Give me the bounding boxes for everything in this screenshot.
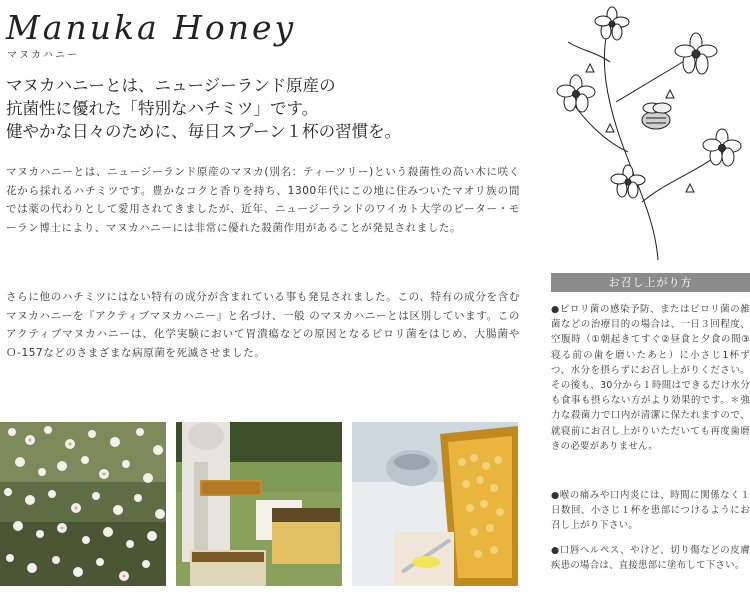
- lead-line: 抗菌性に優れた「特別なハチミツ」です。: [6, 99, 319, 118]
- beekeeper-photo: [176, 422, 342, 586]
- lead-line: マヌカハニーとは、ニュージーランド原産の: [6, 76, 336, 95]
- manuka-flower-illustration: [546, 2, 750, 264]
- how-to-take-header: お召し上がり方: [551, 273, 750, 292]
- body-paragraph-1: マヌカハニーとは、ニュージーランド原産のマヌカ(別名：ティーツリー)という殺菌性の高い木に咲く花から採れるハチミツです。豊かなコクと香りを持ち、1300年代にこの地に住みついたマオリ族の間では薬の代わりとして愛用されてきましたが、近年、ニュージーランドのワイカト大学のピーター・モーラン博士により、マヌカハニーには非常に優れた殺菌作用があることが発見されました。: [6, 166, 520, 234]
- usage-item: ●喉の痛みや口内炎には、時間に関係なく１日数回、小さじ１杯を患部につけるようにお召し上がり下さい。: [551, 490, 750, 532]
- usage-item: ●ピロリ菌の感染予防、またはピロリ菌の雑菌などの治療目的の場合は、一日３回程度、空腹時（①朝起きてすぐ②昼食と夕食の間③寝る前の歯を磨いたあと）に小さじ1杯ずつ、水分を摂らずにお召し上がりください。その後も、30分から１時間はできるだけ水分も食事も摂らない方がより効果的です。＊強力な殺菌力で口内が清潔に保たれますので、就寝前にお召し上がりいただいても再度歯磨きの必要がありません。: [551, 304, 750, 452]
- page-subtitle: マヌカハニー: [7, 50, 79, 61]
- lead-text: [6, 74, 426, 143]
- honeycomb-photo: [352, 422, 518, 586]
- lead-line: 健やかな日々のために、毎日スプーン１杯の習慣を。: [6, 122, 402, 141]
- page-title: Manuka Honey: [6, 8, 297, 47]
- body-paragraph-2: さらに他のハチミツにはない特有の成分が含まれている事も発見されました。この、特有の成分を含むマヌカハニーを『アクティブマヌカハニー』と名づけ、一般 のマヌカハニーとは区別しています。このアクティブマヌカハニーは、化学実験において胃潰瘍などの原因となるピロリ菌をはじめ、大腸菌やＯ-157などのさまざまな病原菌を死滅させました。: [6, 291, 520, 359]
- usage-item: ●口唇ヘルペス、やけど、切り傷などの皮膚疾患の場合は、直接患部に塗布して下さい。: [551, 545, 750, 572]
- manuka-flowers-photo: [0, 422, 166, 586]
